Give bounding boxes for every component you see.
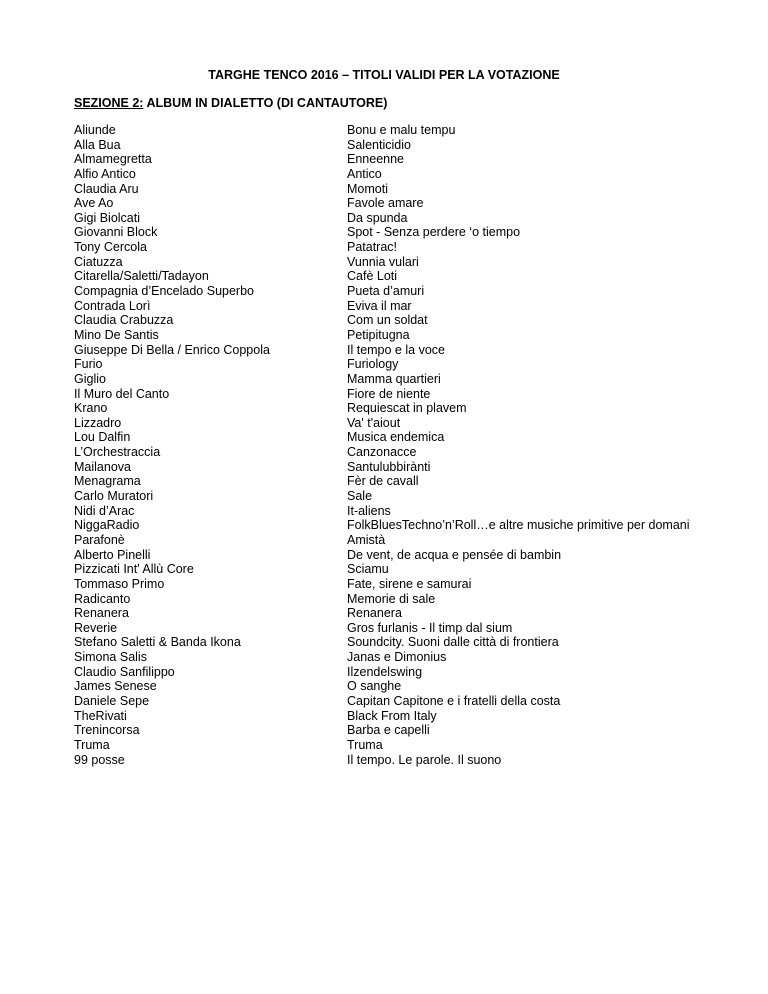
album-title: Gros furlanis - Il timp dal sium xyxy=(347,620,513,635)
artist-name: Lizzadro xyxy=(74,415,122,430)
artist-name: Trenincorsa xyxy=(74,723,140,738)
artist-name: Claudia Crabuzza xyxy=(74,313,174,328)
artist-name: Tommaso Primo xyxy=(74,576,165,591)
artist-name: Alfio Antico xyxy=(74,166,136,181)
album-title: Soundcity. Suoni dalle città di frontiera xyxy=(347,635,559,650)
album-title: Favole amare xyxy=(347,196,424,211)
album-title: Janas e Dimonius xyxy=(347,650,447,665)
section-title: ALBUM IN DIALETTO (DI CANTAUTORE) xyxy=(143,96,388,110)
artist-name: Lou Dalfin xyxy=(74,430,131,445)
album-title: Petipitugna xyxy=(347,327,410,342)
artist-name: Claudia Aru xyxy=(74,181,139,196)
album-title: Eviva il mar xyxy=(347,298,412,313)
album-title: Enneenne xyxy=(347,152,405,167)
album-title: Furiology xyxy=(347,357,399,372)
album-title: Sale xyxy=(347,489,373,504)
album-title: Momoti xyxy=(347,181,388,196)
artist-name: Giglio xyxy=(74,371,106,386)
artist-name: Citarella/Saletti/Tadayon xyxy=(74,269,209,284)
artist-name: Daniele Sepe xyxy=(74,693,150,708)
album-title: Memorie di sale xyxy=(347,591,436,606)
album-title: Spot - Senza perdere ‘o tiempo xyxy=(347,225,521,240)
album-title: Fiore de niente xyxy=(347,386,431,401)
album-title: Cafè Loti xyxy=(347,269,398,284)
artist-name: Menagrama xyxy=(74,474,141,489)
artist-name: Truma xyxy=(74,737,110,752)
artist-name: Giovanni Block xyxy=(74,225,158,240)
album-title: De vent, de acqua e pensée di bambin xyxy=(347,547,562,562)
artist-name: Simona Salis xyxy=(74,650,147,665)
artist-name: Claudio Sanfilippo xyxy=(74,664,175,679)
artist-name: Contrada Lorì xyxy=(74,298,151,313)
album-title: Patatrac! xyxy=(347,240,398,255)
album-title: Da spunda xyxy=(347,210,408,225)
album-title: Sciamu xyxy=(347,562,389,577)
artist-name: Mailanova xyxy=(74,459,131,474)
album-title: Barba e capelli xyxy=(347,723,430,738)
artist-list xyxy=(74,123,334,767)
artist-name: NiggaRadio xyxy=(74,518,140,533)
album-title: Truma xyxy=(347,737,383,752)
artist-name: Parafonè xyxy=(74,532,125,547)
album-title: Renanera xyxy=(347,606,402,621)
album-title: Musica endemica xyxy=(347,430,445,445)
artist-name: Ciatuzza xyxy=(74,254,123,269)
album-title: Capitan Capitone e i fratelli della costa xyxy=(347,693,561,708)
artist-name: Alberto Pinelli xyxy=(74,547,151,562)
artist-name: Gigi Biolcati xyxy=(74,210,140,225)
album-title: Mamma quartieri xyxy=(347,371,441,386)
album-title: Il tempo e la voce xyxy=(347,342,445,357)
album-title: Canzonacce xyxy=(347,445,417,460)
album-title: It-aliens xyxy=(347,503,391,518)
album-title: Requiescat in plavem xyxy=(347,401,467,416)
artist-name: Ave Ao xyxy=(74,196,114,211)
album-title: O sanghe xyxy=(347,679,402,694)
album-title: Ilzendelswing xyxy=(347,664,423,679)
artist-name: Almamegretta xyxy=(74,152,152,167)
artist-name: Renanera xyxy=(74,606,129,621)
artist-name: L’Orchestraccia xyxy=(74,445,161,460)
album-list xyxy=(347,123,757,767)
artist-name: Compagnia d’Encelado Superbo xyxy=(74,284,254,299)
album-title: Pueta d’amuri xyxy=(347,284,425,299)
album-title: Antico xyxy=(347,166,382,181)
artist-name: TheRivati xyxy=(74,708,127,723)
artist-name: Krano xyxy=(74,401,108,416)
artist-name: Stefano Saletti & Banda Ikona xyxy=(74,635,241,650)
album-title: Va' t'aiout xyxy=(347,415,401,430)
artist-name: James Senese xyxy=(74,679,157,694)
document-title: TARGHE TENCO 2016 – TITOLI VALIDI PER LA VOTAZIONE xyxy=(208,68,560,82)
artist-name: Aliunde xyxy=(74,123,116,137)
artist-name: Pizzicati Int' Allù Core xyxy=(74,562,194,577)
artist-name: Giuseppe Di Bella / Enrico Coppola xyxy=(74,342,270,357)
artist-name: Radicanto xyxy=(74,591,131,606)
album-title: Amistà xyxy=(347,532,386,547)
album-title: Il tempo. Le parole. Il suono xyxy=(347,752,502,767)
section-label: SEZIONE 2: xyxy=(74,96,144,110)
artist-name: Reverie xyxy=(74,620,118,635)
album-title: Vunnia vulari xyxy=(347,254,419,269)
album-title: Black From Italy xyxy=(347,708,437,723)
album-title: Salenticidio xyxy=(347,137,411,152)
artist-name: 99 posse xyxy=(74,752,125,767)
album-title: Fèr de cavall xyxy=(347,474,419,489)
album-title: Bonu e malu tempu xyxy=(347,123,456,137)
album-title: Fate, sirene e samurai xyxy=(347,576,472,591)
album-title: FolkBluesTechno’n’Roll…e altre musiche primitive per domani xyxy=(347,518,690,533)
album-title: Com un soldat xyxy=(347,313,428,328)
artist-name: Mino De Santis xyxy=(74,327,159,342)
section-heading xyxy=(74,95,387,111)
artist-name: Carlo Muratori xyxy=(74,489,154,504)
artist-name: Furio xyxy=(74,357,103,372)
artist-name: Nidi d’Arac xyxy=(74,503,135,518)
artist-name: Tony Cercola xyxy=(74,240,147,255)
artist-name: Il Muro del Canto xyxy=(74,386,170,401)
artist-name: Alla Bua xyxy=(74,137,121,152)
album-title: Santulubbirànti xyxy=(347,459,431,474)
